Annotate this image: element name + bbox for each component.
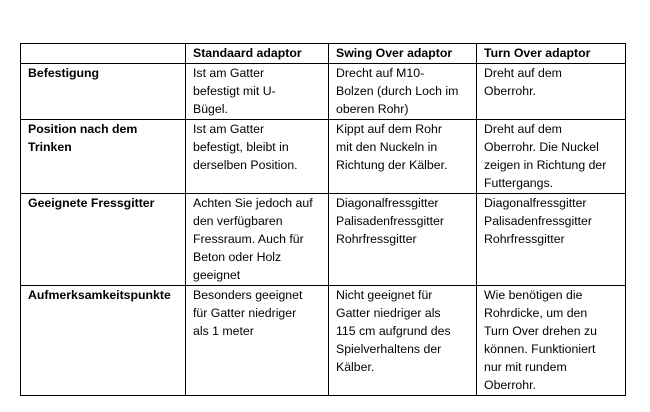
cell-line: nur mit rundem <box>484 360 567 374</box>
adaptor-comparison-table <box>20 43 626 396</box>
row-header-line: Befestigung <box>28 66 100 80</box>
cell-line: Rohrdicke, um den <box>484 306 588 320</box>
comparison-table-container <box>20 43 625 396</box>
cell-turn-over-fressgitter <box>477 194 626 286</box>
cell-line: Nicht geeignet für <box>336 288 433 302</box>
cell-line: Oberrohr. <box>484 84 536 98</box>
cell-line: 115 cm aufgrund des <box>336 324 451 338</box>
cell-line: Spielverhaltens der <box>336 342 442 356</box>
cell-line: derselben Position. <box>193 158 298 172</box>
cell-line: Wie benötigen die <box>484 288 583 302</box>
cell-line: Oberrohr. Die Nuckel <box>484 140 599 154</box>
cell-turn-over-befestigung <box>477 64 626 120</box>
row-header-line: Position nach dem <box>28 122 138 136</box>
row-header-line: Trinken <box>28 140 72 154</box>
cell-line: Rohrfressgitter <box>484 232 565 246</box>
header-corner-cell <box>21 44 186 64</box>
cell-line: geeignet <box>193 268 241 282</box>
row-header-line: Geeignete Fressgitter <box>28 196 155 210</box>
cell-line: Kälber. <box>336 360 375 374</box>
table-row <box>21 120 626 194</box>
cell-line: befestigt mit U- <box>193 84 276 98</box>
header-swing-over-adaptor: Swing Over adaptor <box>329 44 477 64</box>
cell-swing-over-fressgitter <box>329 194 477 286</box>
table-row <box>21 194 626 286</box>
cell-line: Dreht auf dem <box>484 122 562 136</box>
cell-turn-over-aufmerksamkeit <box>477 286 626 396</box>
cell-turn-over-position <box>477 120 626 194</box>
cell-line: Futtergangs. <box>484 176 554 190</box>
header-turn-over-adaptor: Turn Over adaptor <box>477 44 626 64</box>
cell-line: Dreht auf dem <box>484 66 562 80</box>
header-standaard-adaptor: Standaard adaptor <box>186 44 329 64</box>
row-header-aufmerksamkeitspunkte <box>21 286 186 396</box>
cell-line: Fressraum. Auch für <box>193 232 304 246</box>
cell-line: mit den Nuckeln in <box>336 140 438 154</box>
cell-line: Beton oder Holz <box>193 250 282 264</box>
cell-standaard-fressgitter <box>186 194 329 286</box>
cell-line: Kippt auf dem Rohr <box>336 122 442 136</box>
cell-line: befestigt, bleibt in <box>193 140 289 154</box>
cell-line: Bügel. <box>193 102 228 116</box>
cell-line: Rohrfressgitter <box>336 232 417 246</box>
row-header-fressgitter <box>21 194 186 286</box>
cell-line: Diagonalfressgitter <box>336 196 439 210</box>
cell-line: Bolzen (durch Loch im <box>336 84 459 98</box>
cell-standaard-position <box>186 120 329 194</box>
cell-line: Diagonalfressgitter <box>484 196 587 210</box>
cell-line: Ist am Gatter <box>193 122 265 136</box>
cell-line: für Gatter niedriger <box>193 306 297 320</box>
cell-line: den verfügbaren <box>193 214 283 228</box>
cell-swing-over-befestigung <box>329 64 477 120</box>
cell-line: zeigen in Richtung der <box>484 158 607 172</box>
cell-line: oberen Rohr) <box>336 102 409 116</box>
cell-line: Oberrohr. <box>484 378 536 392</box>
row-header-line: Aufmerksamkeitspunkte <box>28 288 171 302</box>
table-row <box>21 286 626 396</box>
cell-line: Gatter niedriger als <box>336 306 441 320</box>
cell-line: Richtung der Kälber. <box>336 158 448 172</box>
cell-line: Turn Over drehen zu <box>484 324 598 338</box>
cell-line: Drecht auf M10- <box>336 66 425 80</box>
cell-swing-over-aufmerksamkeit <box>329 286 477 396</box>
cell-line: Ist am Gatter <box>193 66 265 80</box>
cell-line: Achten Sie jedoch auf <box>193 196 313 210</box>
cell-line: Palisadenfressgitter <box>336 214 444 228</box>
table-row <box>21 64 626 120</box>
cell-standaard-befestigung <box>186 64 329 120</box>
cell-swing-over-position <box>329 120 477 194</box>
header-row <box>21 44 626 64</box>
cell-standaard-aufmerksamkeit <box>186 286 329 396</box>
cell-line: Palisadenfressgitter <box>484 214 592 228</box>
cell-line: Besonders geeignet <box>193 288 303 302</box>
row-header-befestigung <box>21 64 186 120</box>
row-header-position <box>21 120 186 194</box>
cell-line: als 1 meter <box>193 324 254 338</box>
cell-line: können. Funktioniert <box>484 342 596 356</box>
